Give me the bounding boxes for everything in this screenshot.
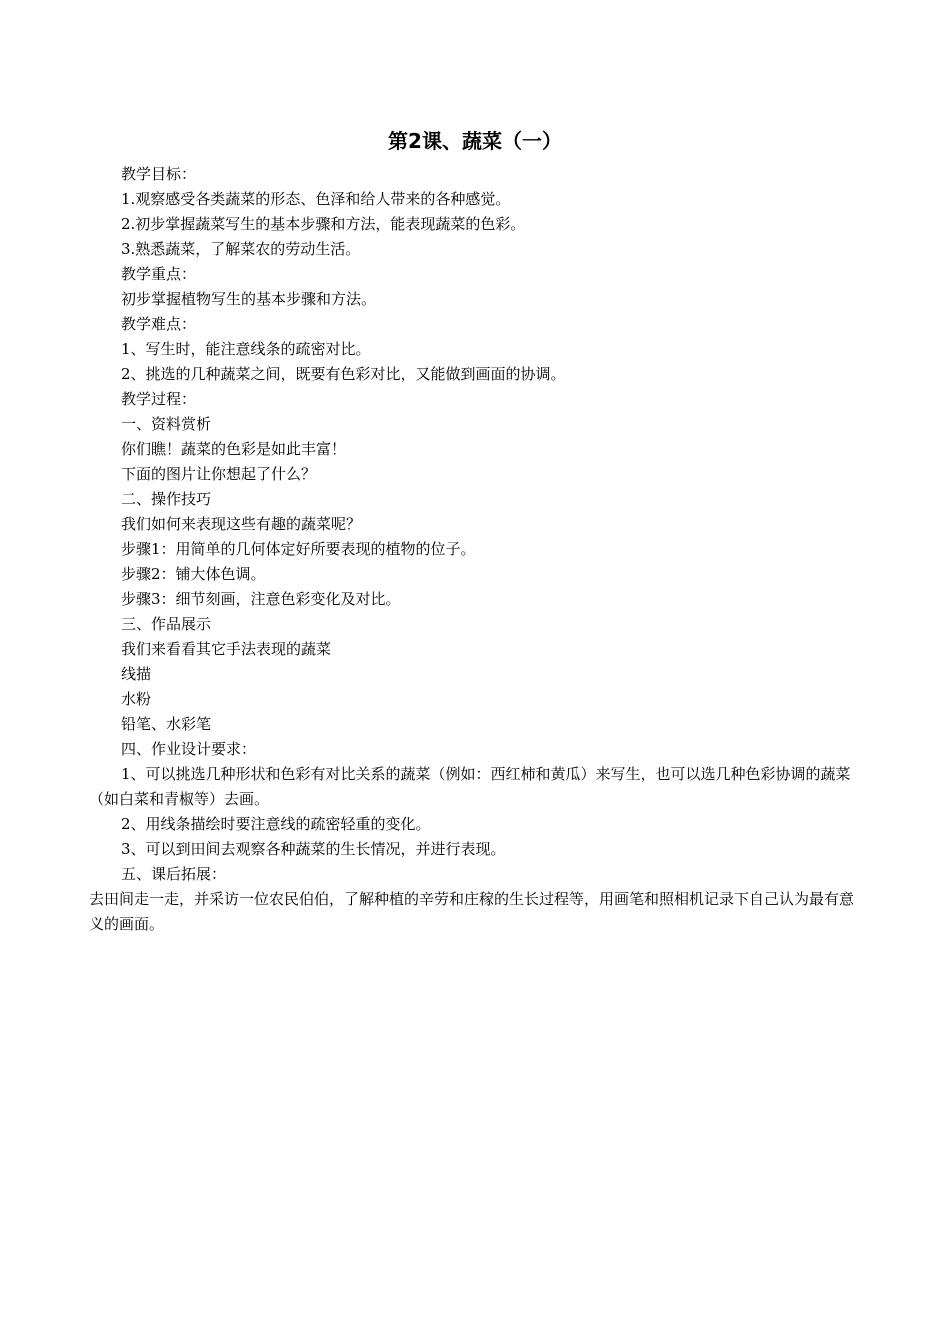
- process-step-heading-3: 三、作品展示: [121, 615, 212, 633]
- difficulty-item-1: 1、写生时，能注意线条的疏密对比。: [121, 340, 371, 358]
- section-heading-objectives: 教学目标：: [121, 165, 197, 183]
- process-step-heading-2: 二、操作技巧: [121, 490, 212, 508]
- technique-step-3: 步骤3：细节刻画，注意色彩变化及对比。: [121, 590, 401, 608]
- technique-step-2: 步骤2：铺大体色调。: [121, 565, 266, 583]
- technique-name: 水粉: [121, 690, 152, 708]
- difficulty-item-2: 2、挑选的几种蔬菜之间，既要有色彩对比，又能做到画面的协调。: [121, 365, 566, 383]
- process-text: 你们瞧！蔬菜的色彩是如此丰富！: [121, 440, 347, 458]
- process-text: 下面的图片让你想起了什么？: [121, 465, 317, 483]
- objective-item-3: 3.熟悉蔬菜，了解菜农的劳动生活。: [121, 240, 361, 258]
- process-text: 我们如何来表现这些有趣的蔬菜呢？: [121, 515, 362, 533]
- objective-item-1: 1.观察感受各类蔬菜的形态、色泽和给人带来的各种感觉。: [121, 190, 511, 208]
- process-step-heading-1: 一、资料赏析: [121, 415, 212, 433]
- document-body: [89, 162, 864, 937]
- objective-item-2: 2.初步掌握蔬菜写生的基本步骤和方法，能表现蔬菜的色彩。: [121, 215, 526, 233]
- technique-name: 铅笔、水彩笔: [121, 715, 212, 733]
- section-heading-difficulties: 教学难点：: [121, 315, 197, 333]
- homework-item-1: 1、可以挑选几种形状和色彩有对比关系的蔬菜（例如：西红柿和黄瓜）来写生，也可以选几种色彩协调的蔬菜（如白菜和青椒等）去画。: [89, 765, 851, 808]
- technique-name: 线描: [121, 665, 152, 683]
- process-text: 我们来看看其它手法表现的蔬菜: [121, 640, 332, 658]
- document-title: 第2课、蔬菜（一）: [388, 129, 562, 153]
- homework-item-3: 3、可以到田间去观察各种蔬菜的生长情况，并进行表现。: [121, 840, 506, 858]
- homework-item-2: 2、用线条描绘时要注意线的疏密轻重的变化。: [121, 815, 431, 833]
- process-step-heading-5: 五、课后拓展：: [121, 865, 227, 883]
- extension-text: 去田间走一走，并采访一位农民伯伯，了解种植的辛劳和庄稼的生长过程等，用画笔和照相机记录下自己认为最有意义的画面。: [89, 890, 855, 933]
- section-heading-key-points: 教学重点：: [121, 265, 197, 283]
- technique-step-1: 步骤1：用简单的几何体定好所要表现的植物的位子。: [121, 540, 476, 558]
- section-heading-process: 教学过程：: [121, 390, 197, 408]
- process-step-heading-4: 四、作业设计要求：: [121, 740, 257, 758]
- key-point-text: 初步掌握植物写生的基本步骤和方法。: [121, 290, 377, 308]
